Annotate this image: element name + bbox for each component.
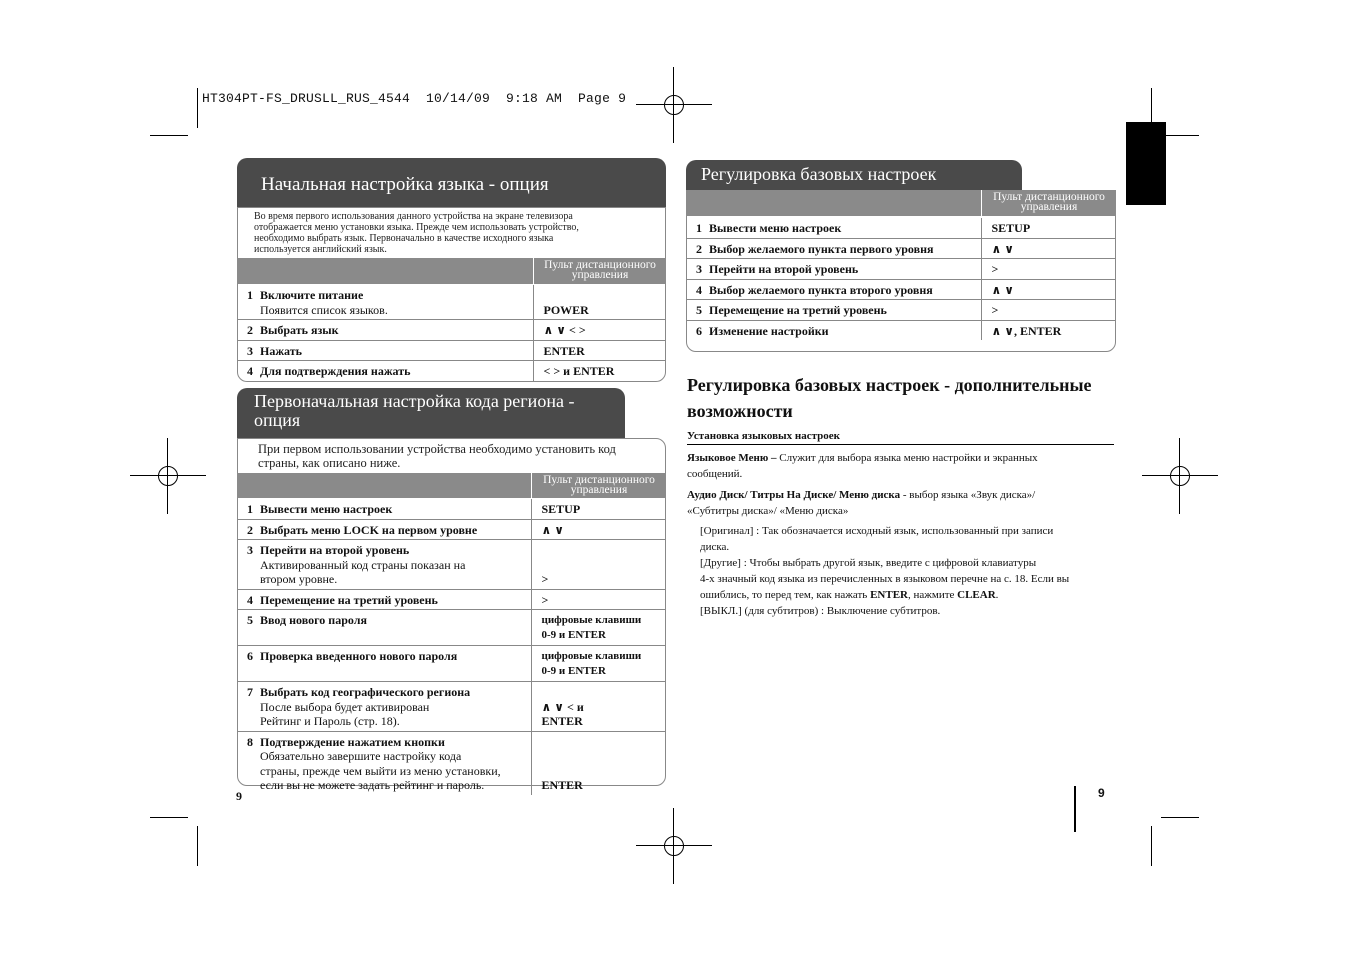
section-title-text: Начальная настройка языка - опция — [261, 174, 549, 195]
crop-mark — [1161, 135, 1199, 136]
page-divider — [1074, 786, 1076, 832]
registration-mark-left — [130, 438, 206, 514]
advanced-settings-heading: Регулировка базовых настроек - дополнительные возможности — [687, 375, 1092, 421]
crop-mark — [150, 817, 188, 818]
section-title-basic-settings: Регулировка базовых настроек — [686, 160, 1022, 191]
page-number-right: 9 — [1098, 786, 1105, 800]
language-intro: Во время первого использования данного устройства на экране телевизора отображается меню установки языка. Прежде чем использовать устройство, необходимо выбрать язык. Первоначально в качестве исходного языка используется английский язык. — [254, 211, 579, 255]
section-title-region: Первоначальная настройка кода региона - опция — [237, 388, 625, 439]
table-row: 3 Нажать ENTER — [238, 340, 665, 361]
basic-settings-table — [687, 218, 1115, 340]
table-row: 1 Вывести меню настроек SETUP — [687, 218, 1115, 238]
table-row: 4 Для подтверждения нажать < > и ENTER — [238, 361, 665, 381]
crop-mark — [1161, 817, 1199, 818]
crop-mark — [197, 826, 198, 866]
table-row: 3 Перейти на второй уровень > — [687, 259, 1115, 280]
audio-subtitle-menu-paragraph: Аудио Диск/ Титры На Диске/ Меню диска - выбор языка «Звук диска»/ «Субтитры диска»/ «Меню диска» — [687, 489, 1036, 517]
section-tab-marker — [1126, 122, 1166, 205]
page-number-left: 9 — [236, 789, 242, 803]
table-row: 6 Изменение настройки ∧ ∨, ENTER — [687, 320, 1115, 340]
registration-mark-top — [636, 67, 712, 143]
table-row: 2 Выбрать язык ∧ ∨ < > — [238, 320, 665, 341]
language-steps-table — [238, 285, 665, 381]
table-row: 4 Перемещение на третий уровень > — [238, 589, 665, 610]
registration-mark-right — [1142, 438, 1218, 514]
region-steps-table — [238, 499, 665, 795]
remote-column-header: Пульт дистанционного управления — [531, 473, 666, 498]
table-row: 1 Вывести меню настроек SETUP — [238, 499, 665, 519]
table-row: 8 Подтверждение нажатием кнопки Обязательно завершите настройку кода страны, прежде чем выйти из меню установки, если вы не можете задать рейтинг и пароль. ENTER — [238, 731, 665, 795]
table-row: 7 Выбрать код географического региона После выбора будет активирован Рейтинг и Пароль (стр. 18). ∧ ∨ < и ENTER — [238, 682, 665, 732]
remote-column-header: Пульт дистанционного управления — [981, 190, 1116, 216]
crop-mark — [1151, 826, 1152, 866]
language-settings-subheading: Установка языковых настроек — [687, 430, 1114, 445]
region-intro: При первом использовании устройства необходимо установить код страны, как описано ниже. — [258, 442, 616, 470]
menu-language-paragraph: Языковое Меню – Служит для выбора языка меню настройки и экранных сообщений. — [687, 452, 1038, 480]
table-row: 2 Выбор желаемого пункта первого уровня ∧ ∨ — [687, 238, 1115, 259]
remote-column-header: Пульт дистанционного управления — [533, 258, 666, 284]
table-row: 3 Перейти на второй уровень Активированный код страны показан на втором уровне. > — [238, 540, 665, 590]
table-row: 2 Выбрать меню LOCK на первом уровне ∧ ∨ — [238, 519, 665, 540]
registration-mark-bottom — [636, 808, 712, 884]
language-options-list: [Оригинал] : Так обозначается исходный язык, использованный при записи диска. [Другие] : Чтобы выбрать другой язык, введите с цифровой клавиатуры 4-х значный код языка из перечисленных в языковом перечне на с. 18. Если вы ошиблись, то перед тем, как нажать ENTER, нажмите CLEAR. [ВЫКЛ.] (для субтитров) : Выключение субтитров. — [700, 525, 1070, 617]
table-row: 4 Выбор желаемого пункта второго уровня ∧ ∨ — [687, 279, 1115, 300]
table-row: 1 Включите питание Появится список языков. POWER — [238, 285, 665, 320]
table-row: 5 Ввод нового пароля цифровые клавиши 0-9 и ENTER — [238, 610, 665, 646]
section-title-language — [237, 158, 666, 208]
print-slug: HT304PT-FS_DRUSLL_RUS_4544 10/14/09 9:18 AM Page 9 — [202, 91, 627, 106]
crop-mark — [150, 135, 188, 136]
crop-mark — [197, 88, 198, 128]
table-row: 5 Перемещение на третий уровень > — [687, 300, 1115, 321]
table-row: 6 Проверка введенного нового пароля цифровые клавиши 0-9 и ENTER — [238, 646, 665, 682]
